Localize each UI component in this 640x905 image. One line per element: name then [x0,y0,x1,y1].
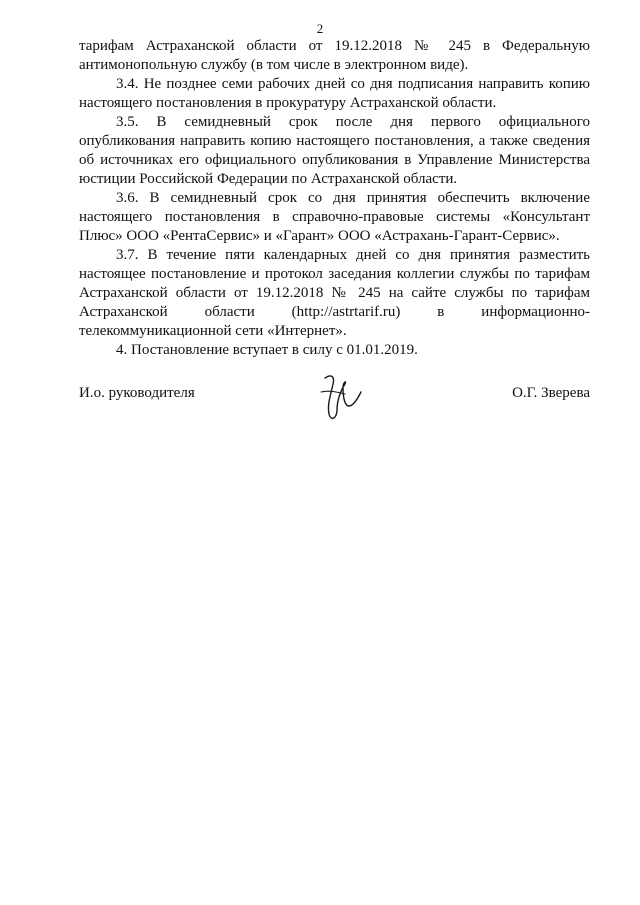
signature-block [79,370,590,430]
signer-name: О.Г. Зверева [512,385,590,401]
paragraph-3-4: 3.4. Не позднее семи рабочих дней со дня подписания направить копию настоящего постановления в прокуратуру Астраханской области. [79,76,590,111]
paragraph-4: 4. Постановление вступает в силу с 01.01.2019. [116,342,418,358]
paragraph-3-7: 3.7. В течение пяти календарных дней со дня принятия разместить настоящее постановление и протокол заседания коллегии службы по тарифам Астраханской области от 19.12.2018 № 245 на сайте службы по тарифам Астраханской области (http://astrtarif.ru) в информационно-телекоммуникационной сети «Интернет». [79,247,590,339]
paragraph-3-6: 3.6. В семидневный срок со дня принятия обеспечить включение настоящего постановления в справочно-правовые системы «Консультант Плюс» ООО «РентаСервис» и «Гарант» ООО «Астрахань-Гарант-Сервис». [79,190,590,244]
paragraph-continuation: тарифам Астраханской области от 19.12.2018 № 245 в Федеральную антимонопольную службу (в том числе в электронном виде). [79,38,590,73]
document-body [79,37,590,360]
paragraph-3-5: 3.5. В семидневный срок после дня первого официального опубликования направить копию настоящего постановления, а также сведения об источниках его официального опубликования в Управление Министерства юстиции Российской Федерации по Астраханской области. [79,114,590,187]
handwritten-signature [311,370,371,426]
page-number: 2 [316,21,324,36]
signer-title: И.о. руководителя [79,385,195,401]
